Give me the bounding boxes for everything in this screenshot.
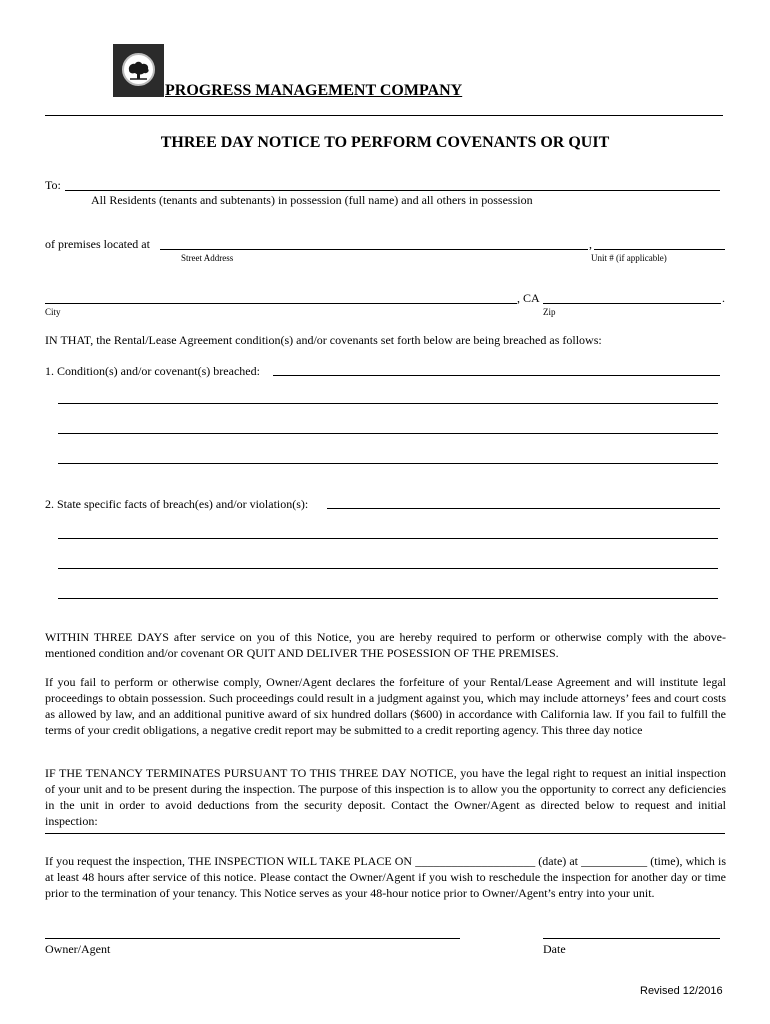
- tree-icon: [122, 53, 155, 86]
- zip-caption: Zip: [543, 307, 556, 317]
- to-caption: All Residents (tenants and subtenants) in possession (full name) and all others in possession: [91, 193, 533, 207]
- revised-date: Revised 12/2016: [640, 985, 723, 997]
- item1-line-3[interactable]: [58, 433, 718, 434]
- city-caption: City: [45, 307, 61, 317]
- unit-caption: Unit # (if applicable): [591, 253, 667, 263]
- owner-agent-label: Owner/Agent: [45, 942, 111, 956]
- city-line-end: .: [722, 291, 725, 305]
- inspection-text-3: (time), which is at least 48 hours after service of this notice. Please contact the Owner/Agent if you wish to reschedule the inspection for another day or time prior to the termination of your tenancy. This Notice serves as your 48-hour notice prior to Owner/Agent’s entry into your unit.: [45, 854, 727, 900]
- item2-line-4[interactable]: [58, 598, 718, 599]
- date-signature-field[interactable]: [543, 938, 720, 939]
- owner-signature-field[interactable]: [45, 938, 460, 939]
- header-rule: [45, 115, 723, 116]
- item1-field[interactable]: [273, 375, 720, 376]
- inspection-time-field[interactable]: ___________: [581, 854, 648, 868]
- company-logo: [113, 44, 164, 97]
- street-caption: Street Address: [181, 253, 234, 263]
- company-name: PROGRESS MANAGEMENT COMPANY: [165, 82, 463, 99]
- street-address-field[interactable]: [160, 249, 588, 250]
- premises-label: of premises located at: [45, 237, 150, 251]
- item2-line-3[interactable]: [58, 568, 718, 569]
- item2-line-2[interactable]: [58, 538, 718, 539]
- notice-title: THREE DAY NOTICE TO PERFORM COVENANTS OR QUIT: [160, 134, 610, 151]
- inspection-date-field[interactable]: ____________________: [415, 854, 536, 868]
- item1-line-2[interactable]: [58, 403, 718, 404]
- inspection-text-1: If you request the inspection, THE INSPECTION WILL TAKE PLACE ON: [45, 854, 413, 868]
- tenancy-paragraph: IF THE TENANCY TERMINATES PURSUANT TO THIS THREE DAY NOTICE, you have the legal right to request an initial inspection of your unit and to be present during the inspection. The purpose of this inspection is to allow you the opportunity to correct any deficiencies in the unit in order to avoid deductions from the security deposit. Contact the Owner/Agent as directed below to request and initial inspection:: [45, 766, 726, 828]
- item1-line-4[interactable]: [58, 463, 718, 464]
- separator-rule: [45, 833, 725, 834]
- to-label: To:: [45, 178, 61, 192]
- city-field[interactable]: [45, 303, 517, 304]
- item1-label: 1. Condition(s) and/or covenant(s) breached:: [45, 364, 260, 378]
- inspection-paragraph: [45, 853, 726, 901]
- premises-separator: ,: [589, 237, 592, 251]
- breach-intro: IN THAT, the Rental/Lease Agreement condition(s) and/or covenants set forth below are being breached as follows:: [45, 333, 602, 347]
- to-field[interactable]: [65, 190, 720, 191]
- unit-field[interactable]: [594, 249, 725, 250]
- inspection-text-2: (date) at: [538, 854, 579, 868]
- item2-label: 2. State specific facts of breach(es) and/or violation(s):: [45, 497, 309, 511]
- item2-field[interactable]: [327, 508, 720, 509]
- state-label: , CA: [517, 291, 540, 305]
- within-three-days-paragraph: WITHIN THREE DAYS after service on you of this Notice, you are hereby required to perform or otherwise comply with the above-mentioned condition and/or covenant OR QUIT AND DELIVER THE POSESSION OF THE PREMISES.: [45, 630, 726, 660]
- zip-field[interactable]: [543, 303, 721, 304]
- date-label: Date: [543, 942, 566, 956]
- failure-paragraph: If you fail to perform or otherwise comply, Owner/Agent declares the forfeiture of your Rental/Lease Agreement and will institute legal proceedings to obtain possession. Such proceedings could result in a judgment against you, which may include attorneys’ fees and court costs as allowed by law, and an additional punitive award of six hundred dollars ($600) in accordance with California law. If you fail to fulfill the terms of your credit obligations, a negative credit report may be submitted to a credit reporting agency. This three day notice: [45, 675, 726, 737]
